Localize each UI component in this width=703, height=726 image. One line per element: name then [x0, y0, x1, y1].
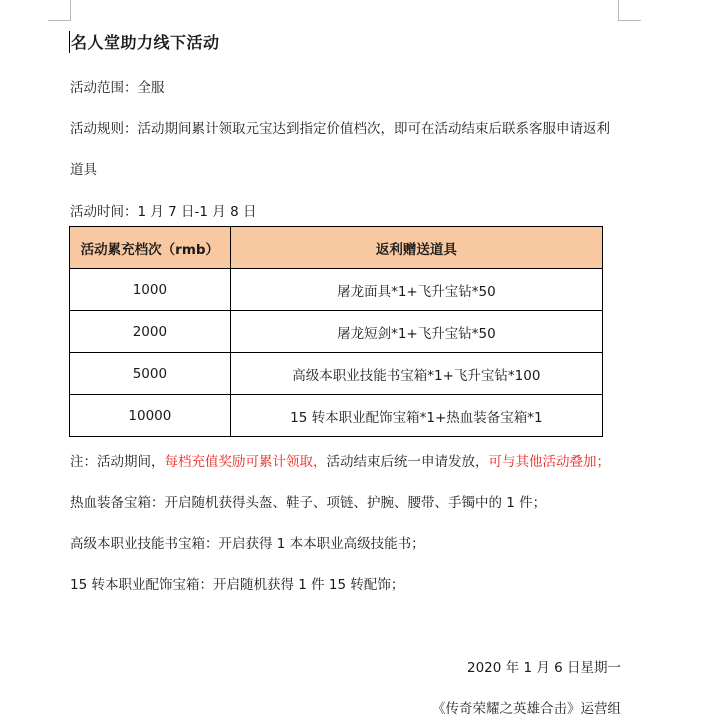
box-desc-skillbook[interactable]: 高级本职业技能书宝箱：开启获得 1 本本职业高级技能书；	[70, 536, 425, 552]
note-paragraph[interactable]	[70, 450, 610, 470]
table-row	[70, 353, 603, 395]
text-cursor	[69, 31, 70, 53]
signature-date[interactable]: 2020 年 1 月 6 日星期一	[467, 660, 621, 676]
crop-mark-top-right	[618, 0, 641, 21]
items-cell[interactable]: 屠龙短剑*1+飞升宝钻*50	[230, 311, 602, 353]
activity-scope[interactable]: 活动范围：全服	[70, 80, 165, 96]
header-recharge-tier[interactable]: 活动累充档次（rmb）	[70, 227, 231, 269]
note-highlight-stackable: 可与其他活动叠加；	[488, 454, 610, 470]
note-middle: 活动结束后统一申请发放，	[326, 454, 489, 470]
table-header-row	[70, 227, 603, 269]
table-row	[70, 269, 603, 311]
activity-rules-line-2[interactable]: 道具	[70, 162, 97, 178]
activity-rules-line-1[interactable]: 活动规则：活动期间累计领取元宝达到指定价值档次，即可在活动结束后联系客服申请返利	[70, 121, 610, 137]
header-rebate-items[interactable]: 返利赠送道具	[230, 227, 602, 269]
tier-cell[interactable]: 10000	[70, 395, 231, 437]
items-cell[interactable]: 高级本职业技能书宝箱*1+飞升宝钻*100	[230, 353, 602, 395]
table-row	[70, 311, 603, 353]
document-title[interactable]: 名人堂助力线下活动	[71, 33, 220, 52]
tier-cell[interactable]: 2000	[70, 311, 231, 353]
note-highlight-cumulative: 每档充值奖励可累计领取，	[164, 454, 327, 470]
items-cell[interactable]: 15 转本职业配饰宝箱*1+热血装备宝箱*1	[230, 395, 602, 437]
items-cell[interactable]: 屠龙面具*1+飞升宝钻*50	[230, 269, 602, 311]
crop-mark-top-left	[48, 0, 71, 21]
box-desc-accessory[interactable]: 15 转本职业配饰宝箱：开启随机获得 1 件 15 转配饰；	[70, 577, 405, 593]
table-row	[70, 395, 603, 437]
box-desc-equipment[interactable]: 热血装备宝箱：开启随机获得头盔、鞋子、项链、护腕、腰带、手镯中的 1 件；	[70, 495, 547, 511]
activity-time[interactable]: 活动时间：1 月 7 日-1 月 8 日	[70, 204, 257, 220]
signature-organization[interactable]: 《传奇荣耀之英雄合击》运营组	[432, 701, 621, 717]
tier-cell[interactable]: 5000	[70, 353, 231, 395]
note-prefix: 注：活动期间，	[70, 454, 165, 470]
tier-cell[interactable]: 1000	[70, 269, 231, 311]
rebate-table	[69, 226, 603, 437]
